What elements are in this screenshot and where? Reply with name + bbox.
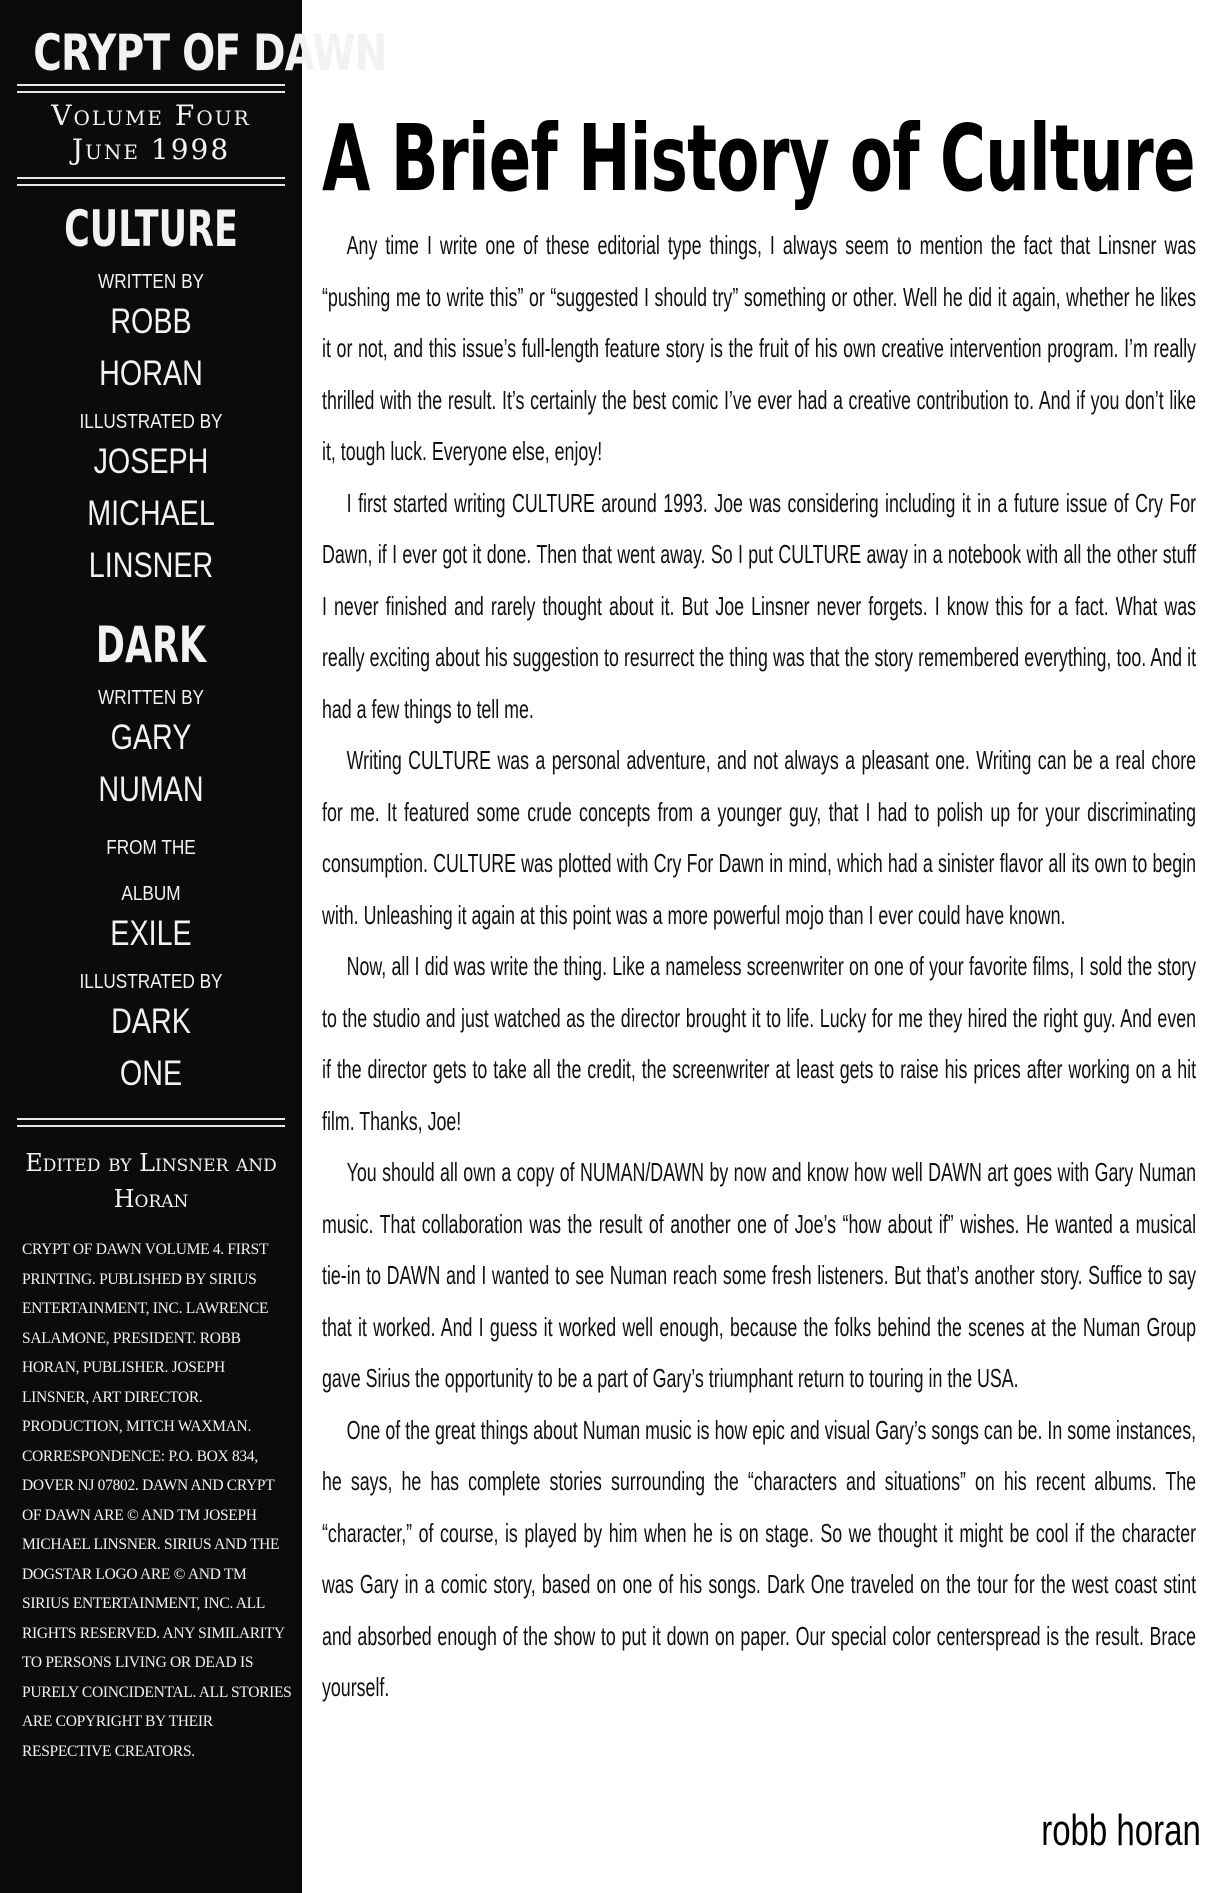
- illustrated-by-label: ILLUSTRATED BY: [79, 971, 223, 993]
- written-by-label: WRITTEN BY: [97, 271, 205, 293]
- artist-name: LINSNER: [88, 546, 214, 585]
- article-paragraph: Now, all I did was write the thing. Like a nameless screenwriter on one of your favorite films, I sold the story to the studio and just watched as the director brought it to life. Lucky for me they hired the right guy. And even if the director gets to take all the credit, the screenwriter at least gets to raise his prices after working on a hit film. Thanks, Joe!: [322, 951, 1197, 1136]
- artist-name: MICHAEL: [87, 494, 215, 533]
- article-body: [322, 220, 1196, 1714]
- volume-label: Volume Four: [51, 99, 251, 132]
- story-title: DARK: [95, 616, 207, 674]
- writer-name: NUMAN: [98, 770, 204, 809]
- article-paragraph: I first started writing CULTURE around 1993. Joe was considering including it in a future issue of Cry For Dawn, if I ever got it done. Then that went away. So I put CULTURE away in a notebook with all the other stuff I never finished and rarely thought about it. But Joe Linsner never forgets. I know this for a fact. What was really exciting about his suggestion to resurrect the thing was that the story remembered everything, too. And it had a few things to tell me.: [322, 487, 1197, 724]
- writer-name: ROBB: [110, 302, 192, 341]
- editorial-article: [322, 0, 1196, 1893]
- article-paragraph: Any time I write one of these editorial type things, I always seem to mention the fact that Linsner was “pushing me to write this” or “suggested I should try” something or other. Well he did it again, whether he likes it or not, and this issue’s full-length feature story is the fruit of his own creative intervention program. I’m really thrilled with the result. It’s certainly the best comic I’ve ever had a creative contribution to. And if you don’t like it, tough luck. Everyone else, enjoy!: [322, 230, 1197, 466]
- from-label: FROM THE: [106, 837, 196, 859]
- artist-name: JOSEPH: [93, 442, 209, 481]
- credits-sidebar: [0, 0, 387, 1893]
- article-paragraph: Writing CULTURE was a personal adventure, and not always a pleasant one. Writing can be a real chore for me. It featured some crude concepts from a younger guy, that I had to polish up for your discriminating consumption. CULTURE was plotted with Cry For Dawn in mind, which had a sinister flavor all its own to begin with. Unleashing it again at this point was a more powerful mojo than I ever could have known.: [322, 745, 1197, 930]
- writer-name: GARY: [110, 718, 192, 757]
- edited-by: Edited by Linsner and Horan: [25, 1149, 277, 1213]
- writer-name: HORAN: [99, 354, 203, 393]
- magazine-title: CRYPT OF DAWN: [33, 24, 387, 82]
- artist-name: ONE: [119, 1054, 183, 1093]
- story-credits-dark: [0, 614, 302, 1100]
- artist-name: DARK: [111, 1002, 191, 1041]
- divider: [17, 177, 285, 186]
- album-label: ALBUM: [121, 883, 181, 905]
- divider: [17, 1118, 285, 1127]
- story-credits-culture: [0, 198, 302, 592]
- issue-info: [0, 99, 302, 167]
- divider: [17, 84, 285, 93]
- album-name: EXILE: [110, 914, 192, 953]
- author-signature: robb horan: [1041, 1806, 1201, 1855]
- publication-indicia: CRYPT OF DAWN VOLUME 4. FIRST PRINTING. PUBLISHED BY SIRIUS ENTERTAINMENT, INC. LAWRENCE SALAMONE, PRESIDENT. ROBB HORAN, PUBLISHER. JOSEPH LINSNER, ART DIRECTOR. PRODUCTION, MITCH WAXMAN. CORRESPONDENCE: P.O. BOX 834, DOVER NJ 07802. DAWN AND CRYPT OF DAWN ARE © AND TM JOSEPH MICHAEL LINSNER. SIRIUS AND THE DOGSTAR LOGO ARE © AND TM SIRIUS ENTERTAINMENT, INC. ALL RIGHTS RESERVED. ANY SIMILARITY TO PERSONS LIVING OR DEAD IS PURELY COINCIDENTAL. ALL STORIES ARE COPYRIGHT BY THEIR RESPECTIVE CREATORS.: [22, 1241, 292, 1760]
- article-paragraph: One of the great things about Numan music is how epic and visual Gary’s songs can be. In some instances, he says, he has complete stories surrounding the “characters and situations” on his recent albums. The “character,” of course, is played by him when he is on stage. So we thought it might be cool if the character was Gary in a comic story, based on one of his songs. Dark One traveled on the tour for the west coast stint and absorbed enough of the show to put it down on paper. Our special color centerspread is the result. Brace yourself.: [322, 1414, 1197, 1702]
- article-paragraph: You should all own a copy of NUMAN/DAWN by now and know how well DAWN art goes with Gary Numan music. That collaboration was the result of another one of Joe’s “how about if” wishes. He wanted a musical tie-in to DAWN and I wanted to see Numan reach some fresh listeners. But that’s another story. Suffice to say that it worked. And I guess it worked well enough, because the folks behind the scenes at the Numan Group gave Sirius the opportunity to be a part of Gary’s triumphant return to touring in the USA.: [322, 1157, 1197, 1393]
- written-by-label: WRITTEN BY: [97, 687, 205, 709]
- article-headline: A Brief History of Culture: [322, 105, 1195, 212]
- story-title: CULTURE: [64, 200, 238, 258]
- illustrated-by-label: ILLUSTRATED BY: [79, 411, 223, 433]
- issue-date: June 1998: [71, 133, 231, 166]
